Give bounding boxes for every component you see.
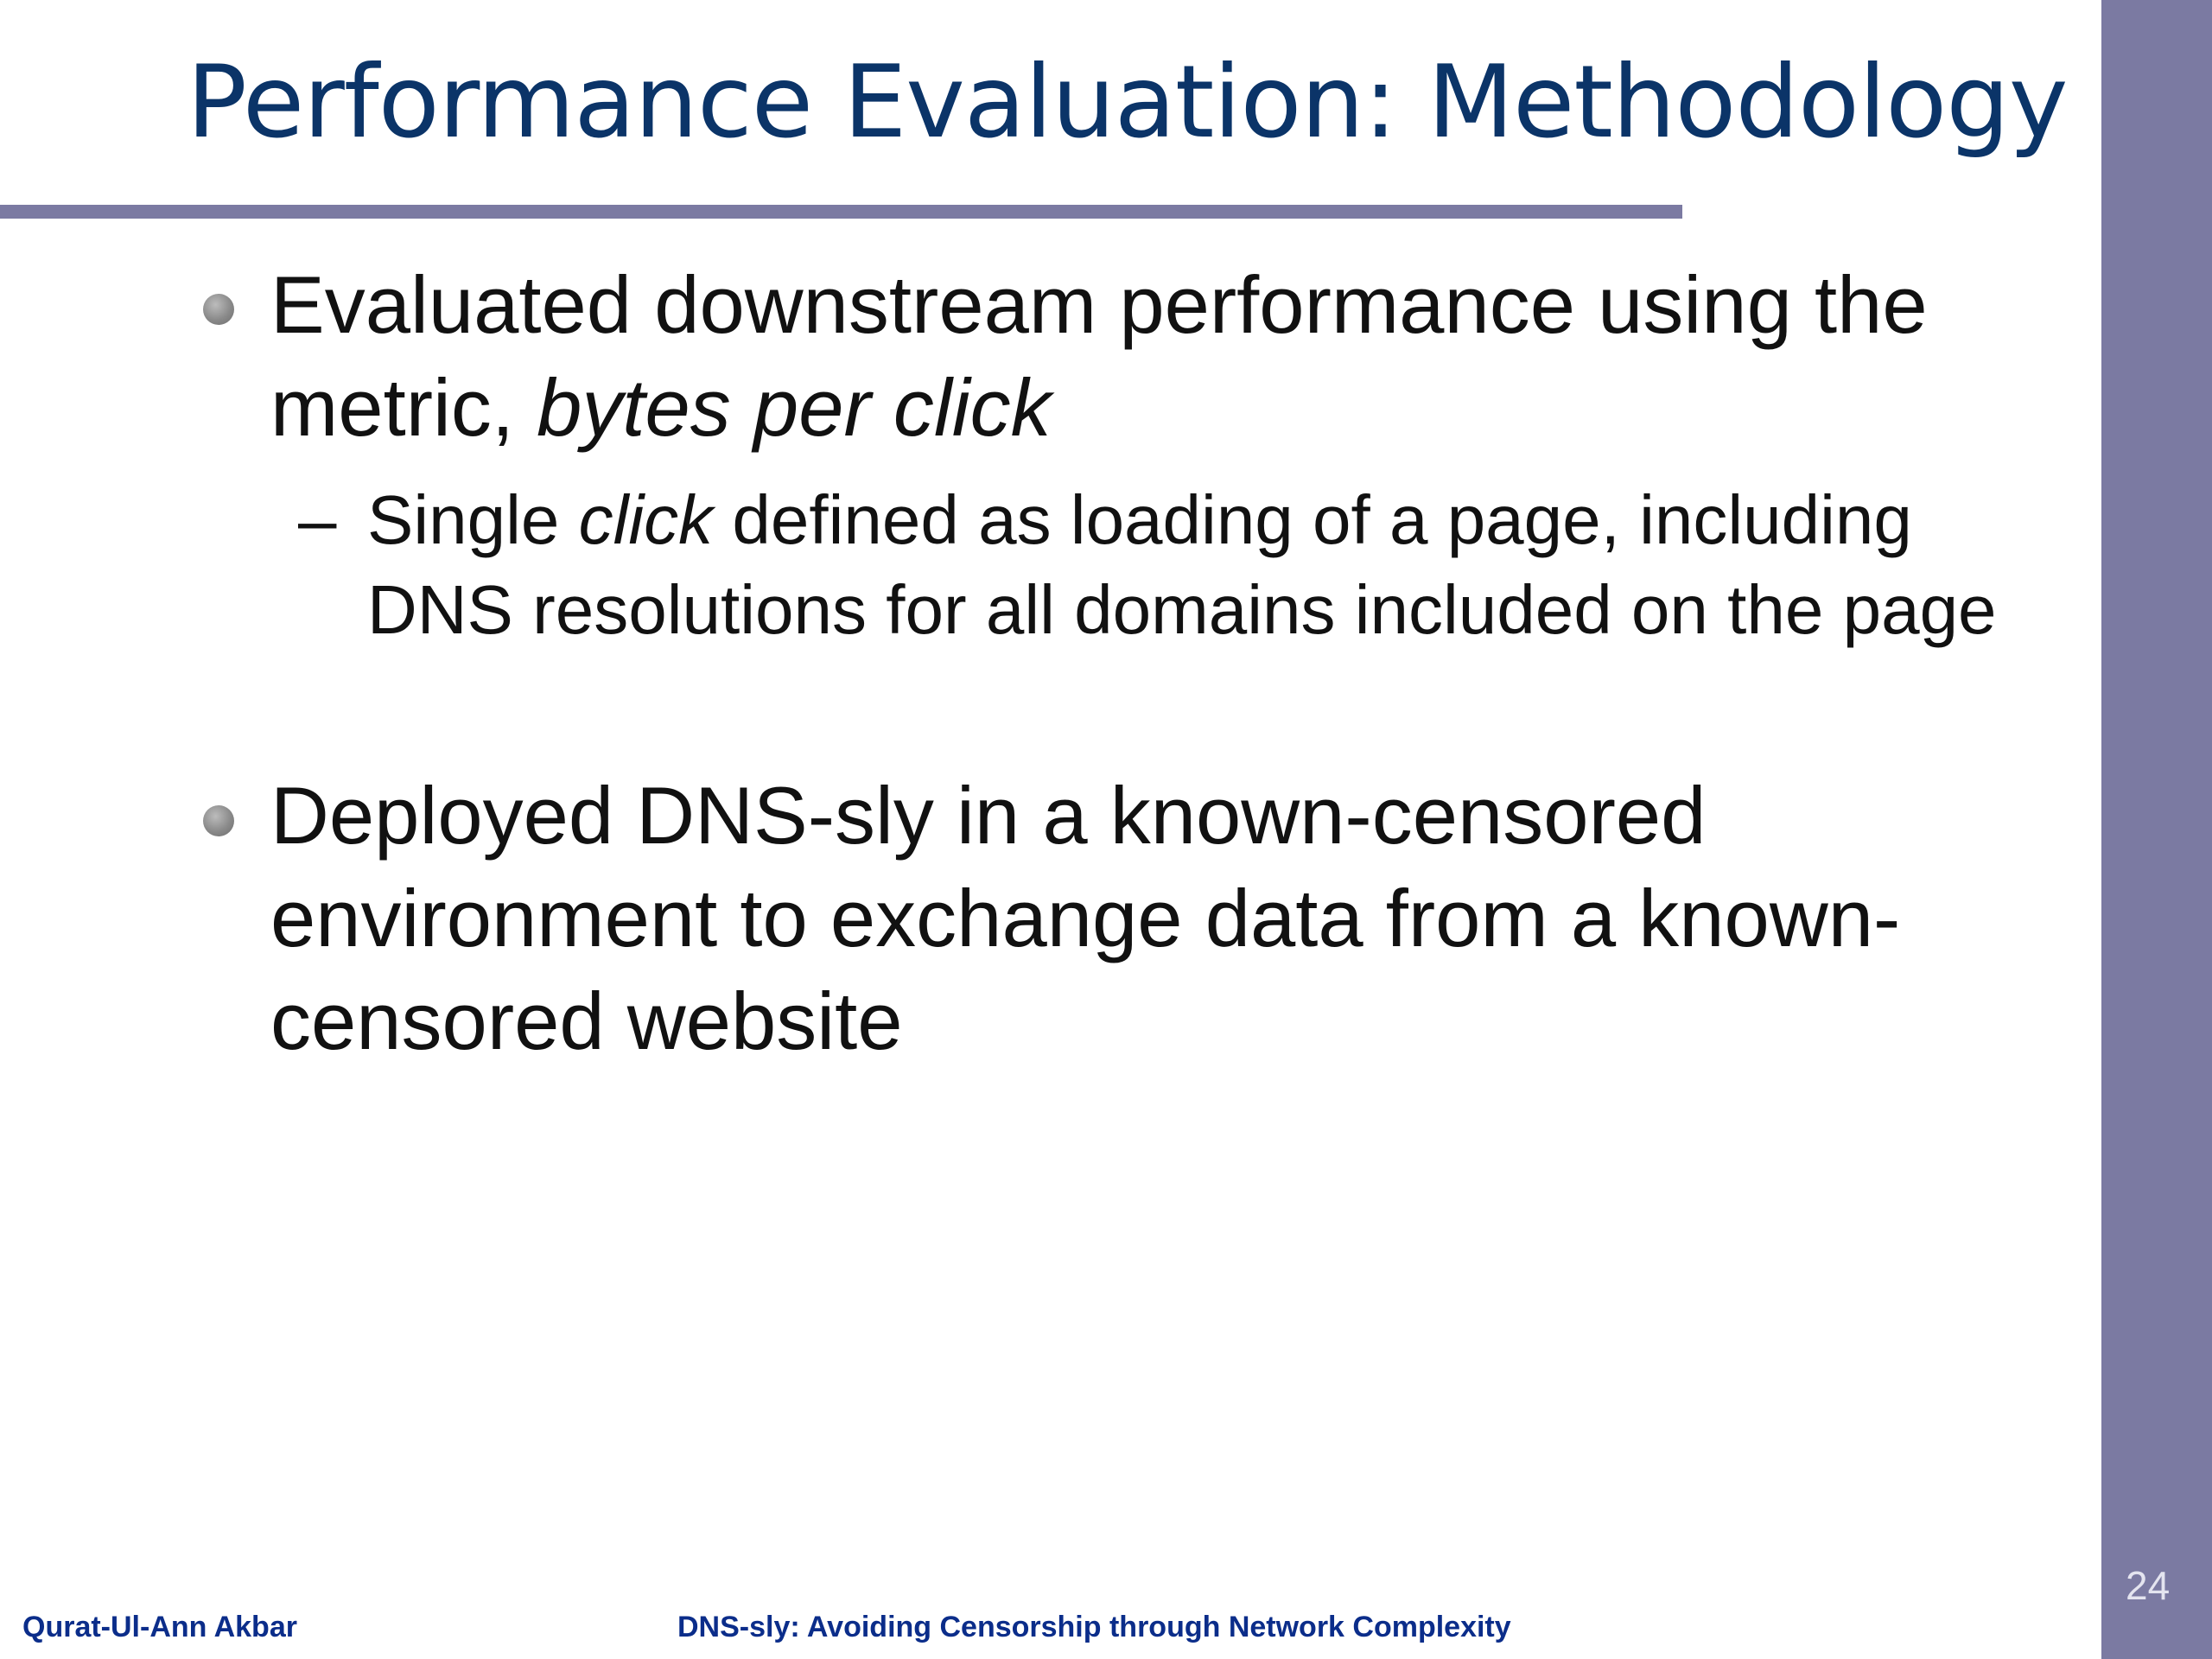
bullet-item-evaluation-metric [270,253,2033,459]
page-number: 24 [2126,1563,2171,1608]
bullet-item-deployment: Deployed DNS-sly in a known-censored environment to exchange data from a known-censored website [270,770,1901,1066]
sub-bullet-dash-icon: – [298,481,337,558]
sub-bullet-text-end: defined as loading of a page, including DNS resolutions for all domains included on the page [367,481,1997,648]
right-accent-bar [2101,0,2212,1659]
sub-bullet-text-start: Single [367,481,579,558]
sub-bullet-click-definition [367,475,2061,655]
bullet-dot-icon [203,805,234,836]
bullet-emphasis: bytes per click [537,362,1052,453]
bullet-text: Evaluated downstream performance using the metric, [270,259,1928,453]
footer-talk-title: DNS-sly: Avoiding Censorship through Network Complexity [677,1611,1511,1643]
title-underline [0,205,1682,219]
slide-title: Performance Evaluation: Methodology [187,44,2068,161]
footer-author: Qurat-Ul-Ann Akbar [22,1611,297,1643]
bullet-dot-icon [203,294,234,325]
sub-bullet-emphasis: click [578,481,714,558]
